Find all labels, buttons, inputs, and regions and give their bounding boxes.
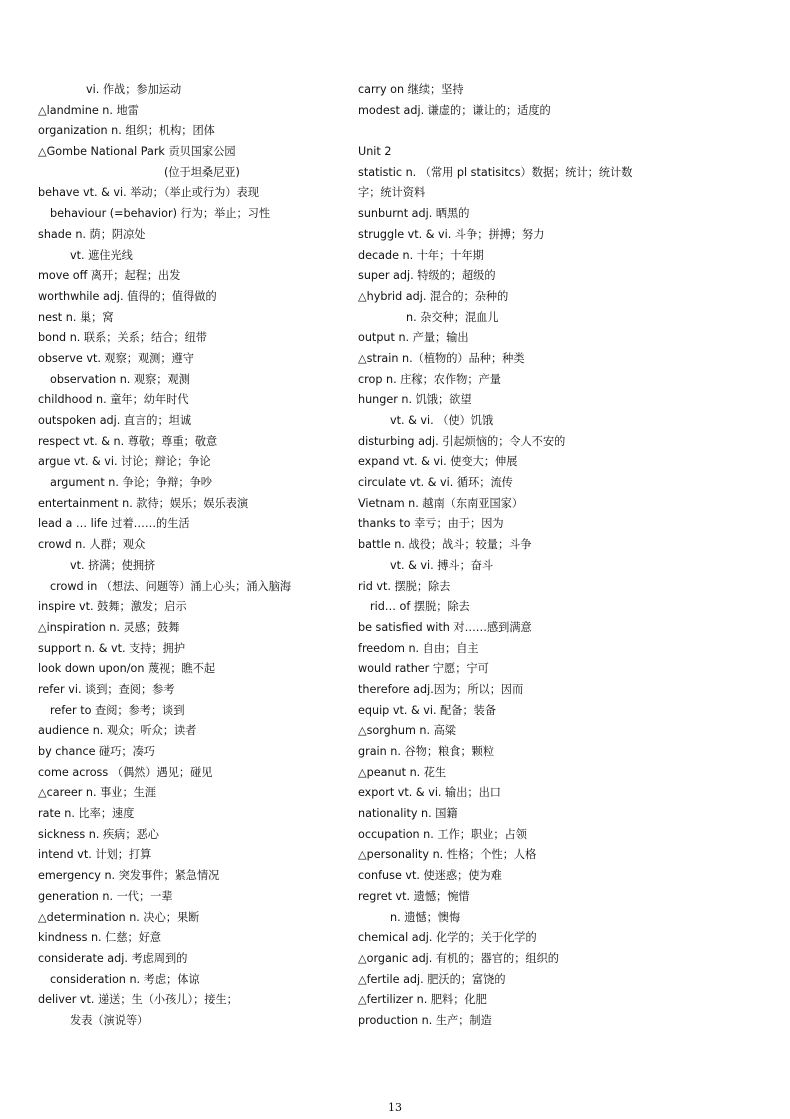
- vocab-entry: thanks to 幸亏；由于；因为: [358, 517, 504, 531]
- vocab-entry: vt. & vi. （使）饥饿: [390, 414, 494, 427]
- vocab-entry: 字；统计资料: [358, 186, 426, 200]
- vocab-entry: vt. 挤满；使拥挤: [70, 558, 156, 572]
- vocab-entry: rate n. 比率；速度: [38, 807, 135, 821]
- vocab-entry: equip vt. & vi. 配备；装备: [358, 703, 497, 717]
- vocab-entry: would rather 宁愿；宁可: [358, 662, 489, 676]
- vocab-entry: kindness n. 仁慈；好意: [38, 931, 162, 945]
- vocab-entry: △fertilizer n. 肥料；化肥: [358, 993, 487, 1007]
- vocab-entry: vt. 遮住光线: [70, 248, 133, 262]
- vocab-entry: disturbing adj. 引起烦恼的；令人不安的: [358, 434, 566, 448]
- vocab-entry: support n. & vt. 支持；拥护: [38, 641, 186, 655]
- vocab-entry: rid vt. 摆脱；除去: [358, 579, 451, 593]
- vocab-entry: childhood n. 童年；幼年时代: [38, 393, 189, 407]
- vocab-entry: circulate vt. & vi. 循环；流传: [358, 476, 513, 490]
- vocab-entry: emergency n. 突发事件；紧急情况: [38, 869, 220, 883]
- vocab-entry: n. 杂交种；混血儿: [406, 310, 499, 324]
- vocab-entry: shade n. 荫；阴凉处: [38, 227, 146, 241]
- vocab-entry: vi. 作战；参加运动: [86, 83, 182, 96]
- vocab-entry: △personality n. 性格；个性；人格: [358, 848, 537, 862]
- vocab-entry: occupation n. 工作；职业；占领: [358, 827, 527, 841]
- vocab-entry: nationality n. 国籍: [358, 807, 458, 821]
- vocab-entry: chemical adj. 化学的；关于化学的: [358, 931, 537, 945]
- vocab-entry: △peanut n. 花生: [358, 765, 447, 779]
- vocab-entry: be satisfied with 对……感到满意: [358, 620, 532, 634]
- vocab-entry: △strain n.（植物的）品种；种类: [358, 351, 525, 365]
- vocab-entry: carry on 继续；坚持: [358, 83, 464, 96]
- vocab-entry: modest adj. 谦虚的；谦让的；适度的: [358, 103, 551, 117]
- vocab-entry: statistic n. （常用 pl statisitcs）数据；统计；统计数: [358, 165, 633, 179]
- vocab-entry: △determination n. 决心；果断: [38, 910, 200, 924]
- vocab-entry: move off 离开；起程；出发: [38, 269, 181, 283]
- vocab-entry: vt. & vi. 搏斗；奋斗: [390, 558, 494, 572]
- vocab-entry: freedom n. 自由；自主: [358, 641, 479, 655]
- vocab-entry: behaviour (=behavior) 行为；举止；习性: [50, 207, 271, 221]
- vocab-entry: regret vt. 遗憾；惋惜: [358, 889, 470, 903]
- vocab-entry: Unit 2: [358, 145, 392, 159]
- vocab-entry: △landmine n. 地雷: [38, 103, 139, 117]
- vocab-entry: behave vt. & vi. 举动；（举止或行为）表现: [38, 186, 259, 200]
- vocab-entry: (位于坦桑尼亚): [164, 165, 240, 179]
- right-column: [358, 80, 668, 1032]
- vocab-entry: battle n. 战役；战斗；较量；斗争: [358, 538, 532, 552]
- vocab-entry: production n. 生产；制造: [358, 1013, 492, 1027]
- vocab-entry: expand vt. & vi. 使变大；伸展: [358, 455, 518, 469]
- vocab-entry: △sorghum n. 高粱: [358, 724, 456, 738]
- vocab-entry: come across （偶然）遇见；碰见: [38, 765, 213, 779]
- vocab-entry: generation n. 一代；一辈: [38, 889, 173, 903]
- vocab-entry: worthwhile adj. 值得的；值得做的: [38, 289, 217, 303]
- vocab-entry: intend vt. 计划；打算: [38, 848, 152, 862]
- vocab-entry: Vietnam n. 越南（东南亚国家）: [358, 496, 524, 510]
- vocab-entry: confuse vt. 使迷惑；使为难: [358, 869, 502, 883]
- vocab-entry: observation n. 观察；观测: [50, 372, 190, 386]
- vocab-entry: bond n. 联系；关系；结合；纽带: [38, 331, 207, 345]
- vocab-entry: observe vt. 观察；观测；遵守: [38, 351, 194, 365]
- vocab-entry: △fertile adj. 肥沃的；富饶的: [358, 972, 506, 986]
- vocab-entry: hunger n. 饥饿；欲望: [358, 393, 472, 407]
- vocab-entry: crowd n. 人群；观众: [38, 538, 146, 552]
- page-number: 13: [388, 1101, 402, 1114]
- vocab-entry: △hybrid adj. 混合的；杂种的: [358, 289, 509, 303]
- vocab-entry: argument n. 争论；争辩；争吵: [50, 476, 212, 490]
- vocab-entry: △inspiration n. 灵感；鼓舞: [38, 620, 180, 634]
- vocab-entry: output n. 产量；输出: [358, 331, 469, 345]
- vocab-entry: sickness n. 疾病；恶心: [38, 827, 159, 841]
- vocab-entry: refer vi. 谈到；查阅；参考: [38, 682, 175, 696]
- vocab-entry: lead a … life 过着……的生活: [38, 517, 190, 531]
- vocab-entry: deliver vt. 递送；生（小孩儿）；接生；: [38, 993, 238, 1007]
- vocab-entry: crop n. 庄稼；农作物；产量: [358, 372, 501, 386]
- left-column: [38, 80, 348, 1032]
- vocab-entry: inspire vt. 鼓舞；激发；启示: [38, 600, 187, 614]
- vocab-entry: [358, 121, 668, 142]
- vocab-entry: look down upon/on 蔑视；瞧不起: [38, 662, 216, 676]
- vocab-entry: export vt. & vi. 输出；出口: [358, 786, 501, 800]
- vocab-entry: decade n. 十年；十年期: [358, 248, 484, 262]
- vocab-entry: entertainment n. 款待；娱乐；娱乐表演: [38, 496, 249, 510]
- vocab-entry: grain n. 谷物；粮食；颗粒: [358, 745, 495, 758]
- vocab-entry: by chance 碰巧；凑巧: [38, 745, 155, 758]
- vocab-entry: sunburnt adj. 晒黑的: [358, 207, 470, 221]
- vocab-entry: considerate adj. 考虑周到的: [38, 951, 188, 965]
- vocab-entry: respect vt. & n. 尊敬；尊重；敬意: [38, 434, 218, 448]
- vocab-entry: △career n. 事业；生涯: [38, 786, 157, 800]
- vocab-entry: crowd in （想法、问题等）涌上心头；涌入脑海: [50, 579, 292, 593]
- vocab-entry: argue vt. & vi. 讨论；辩论；争论: [38, 455, 211, 469]
- vocab-entry: outspoken adj. 直言的；坦诚: [38, 414, 192, 427]
- vocab-entry: △organic adj. 有机的；器官的；组织的: [358, 951, 559, 965]
- vocab-entry: organization n. 组织；机构；团体: [38, 124, 215, 138]
- vocab-entry: 发表（演说等）: [70, 1013, 149, 1027]
- vocab-entry: therefore adj.因为；所以；因而: [358, 682, 524, 696]
- vocab-entry: n. 遗憾；懊悔: [390, 910, 461, 924]
- vocab-entry: super adj. 特级的；超级的: [358, 269, 496, 283]
- vocab-entry: refer to 查阅；参考；谈到: [50, 703, 185, 717]
- vocab-entry: rid… of 摆脱；除去: [370, 600, 470, 614]
- vocab-entry: consideration n. 考虑；体谅: [50, 972, 200, 986]
- vocab-entry: △Gombe National Park 贡贝国家公园: [38, 145, 236, 159]
- vocab-entry: audience n. 观众；听众；读者: [38, 724, 197, 738]
- vocab-entry: struggle vt. & vi. 斗争；拼搏；努力: [358, 227, 545, 241]
- vocab-entry: nest n. 巢；窝: [38, 310, 114, 324]
